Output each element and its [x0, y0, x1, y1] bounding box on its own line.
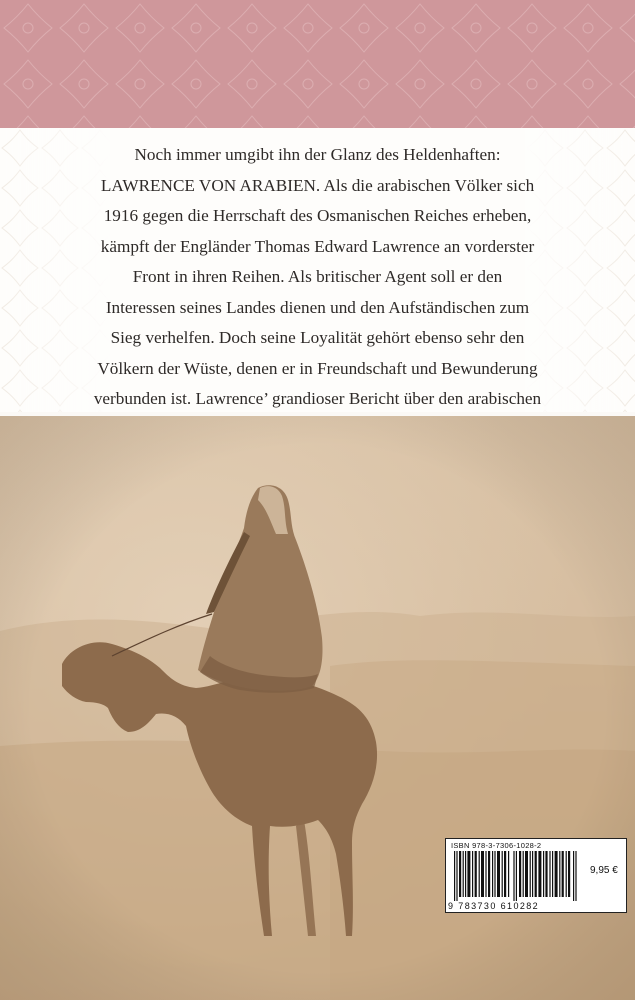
top-decorative-band	[0, 0, 635, 128]
blurb-line: Völkern der Wüste, denen er in Freundschaft und Bewunderung	[97, 358, 538, 378]
isbn-text: ISBN 978-3-7306-1028-2	[451, 841, 542, 850]
barcode-label	[445, 838, 627, 913]
blurb-line: LAWRENCE VON ARABIEN. Als die arabischen Völker sich	[100, 175, 535, 195]
arabesque-pattern	[0, 0, 635, 128]
price-label: 9,95 €	[590, 865, 618, 876]
blurb-line: Interessen seines Landes dienen und den Aufständischen zum	[105, 297, 530, 317]
ean-digits: 9 783730 610282	[448, 901, 540, 911]
blurb-line: Sieg verhelfen. Doch seine Loyalität gehört ebenso sehr den	[110, 328, 525, 347]
ean-barcode	[454, 851, 582, 901]
blurb-line: Front in ihren Reihen. Als britischer Agent soll er den	[132, 267, 503, 286]
book-blurb	[60, 140, 575, 445]
blurb-line: 1916 gegen die Herrschaft des Osmanischen Reiches erheben,	[103, 206, 532, 225]
blurb-line: Noch immer umgibt ihn der Glanz des Heldenhaften:	[134, 145, 501, 164]
blurb-line: kämpft der Engländer Thomas Edward Lawrence an vorderster	[100, 236, 535, 256]
blurb-line: verbunden ist. Lawrence’ grandioser Bericht über den arabischen	[93, 389, 542, 408]
